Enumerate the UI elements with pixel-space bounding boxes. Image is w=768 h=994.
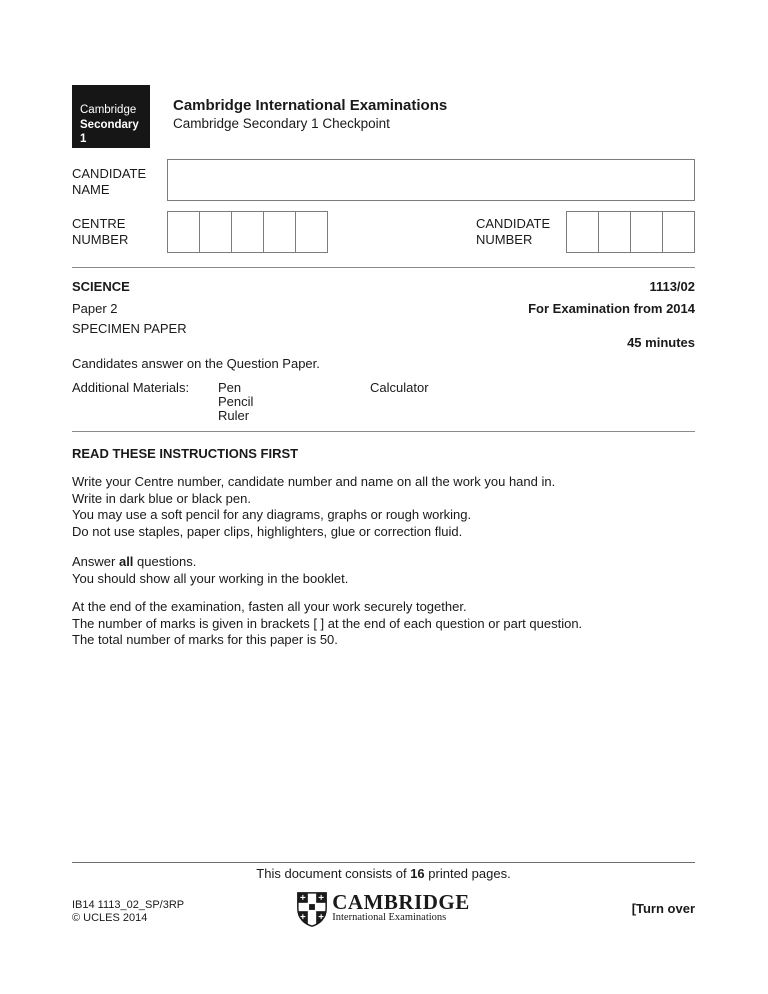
centre-number-cells bbox=[167, 211, 328, 253]
instructions-paragraph-1 bbox=[72, 474, 695, 540]
turn-over-label: [Turn over bbox=[631, 901, 696, 916]
subject-title: SCIENCE bbox=[72, 279, 130, 294]
logo-line-3: Checkpoint bbox=[80, 147, 143, 160]
instruction-line: Write in dark blue or black pen. bbox=[72, 490, 251, 506]
instructions-heading: READ THESE INSTRUCTIONS FIRST bbox=[72, 446, 299, 461]
cambridge-shield-icon bbox=[297, 892, 327, 927]
cambridge-brand bbox=[297, 892, 470, 927]
org-subtitle: Cambridge Secondary 1 Checkpoint bbox=[173, 116, 390, 131]
candidate-name-input-box[interactable] bbox=[167, 159, 695, 201]
paper-meta bbox=[72, 280, 695, 423]
candidate-number-cells bbox=[566, 211, 695, 253]
materials-column-2 bbox=[370, 381, 429, 423]
header bbox=[72, 85, 695, 160]
centre-number-cell[interactable] bbox=[199, 211, 232, 253]
candidate-number-label: CANDIDATE NUMBER bbox=[476, 216, 551, 247]
logo-line-1: Cambridge bbox=[80, 104, 137, 116]
centre-number-cell[interactable] bbox=[263, 211, 296, 253]
material-item: Ruler bbox=[218, 408, 250, 423]
candidate-name-label: CANDIDATE NAME bbox=[72, 166, 147, 197]
material-item: Pencil bbox=[218, 394, 254, 409]
instruction-line: The number of marks is given in brackets [ ] at the end of each question or part question. bbox=[72, 615, 583, 631]
candidate-name-row bbox=[72, 159, 695, 201]
instructions-paragraph-2 bbox=[72, 554, 695, 587]
page-count: 16 bbox=[410, 866, 425, 881]
materials-column-1 bbox=[218, 381, 370, 423]
footer bbox=[72, 862, 695, 927]
copyright-line: © UCLES 2014 bbox=[72, 911, 148, 924]
instructions-section bbox=[72, 447, 695, 649]
divider-top bbox=[72, 267, 695, 268]
additional-materials bbox=[72, 381, 695, 423]
logo-line-2: Secondary 1 bbox=[80, 118, 139, 145]
paper-number: Paper 2 bbox=[72, 301, 118, 316]
candidate-number-cell[interactable] bbox=[566, 211, 599, 253]
duration-label: 45 minutes bbox=[627, 335, 695, 350]
instruction-line: Write your Centre number, candidate number and name on all the work you hand in. bbox=[72, 474, 556, 489]
divider-instructions bbox=[72, 431, 695, 432]
candidate-number-cell[interactable] bbox=[662, 211, 695, 253]
instruction-line: You should show all your working in the booklet. bbox=[72, 570, 349, 586]
instruction-line: You may use a soft pencil for any diagrams, graphs or rough working. bbox=[72, 507, 472, 522]
exam-year: For Examination from 2014 bbox=[528, 301, 695, 316]
spacer bbox=[328, 211, 476, 253]
instruction-line: At the end of the examination, fasten all your work securely together. bbox=[72, 599, 467, 614]
bold-word-all: all bbox=[118, 554, 134, 569]
brand-subtitle: International Examinations bbox=[332, 912, 447, 923]
footer-codes bbox=[72, 892, 297, 924]
reference-code: IB14 1113_02_SP/3RP bbox=[72, 899, 185, 911]
centre-number-label: CENTRE NUMBER bbox=[72, 216, 129, 247]
paper-code: 1113/02 bbox=[649, 279, 695, 294]
instructions-paragraph-3 bbox=[72, 599, 695, 649]
header-titles bbox=[173, 85, 447, 132]
checkpoint-logo bbox=[72, 85, 150, 160]
numbers-row bbox=[72, 211, 695, 253]
answer-note: Candidates answer on the Question Paper. bbox=[72, 356, 320, 371]
centre-number-cell[interactable] bbox=[295, 211, 328, 253]
instruction-line: The total number of marks for this paper is 50. bbox=[72, 632, 338, 647]
brand-name: CAMBRIDGE bbox=[332, 890, 470, 914]
org-title: Cambridge International Examinations bbox=[173, 97, 448, 114]
instruction-line: Do not use staples, paper clips, highlighters, glue or correction fluid. bbox=[72, 523, 463, 539]
instruction-line: Answer all questions. bbox=[72, 554, 197, 569]
specimen-label: SPECIMEN PAPER bbox=[72, 321, 187, 336]
material-item: Calculator bbox=[370, 380, 429, 395]
centre-number-cell[interactable] bbox=[231, 211, 264, 253]
divider-footer bbox=[72, 862, 695, 863]
centre-number-cell[interactable] bbox=[167, 211, 200, 253]
candidate-number-cell[interactable] bbox=[630, 211, 663, 253]
candidate-number-cell[interactable] bbox=[598, 211, 631, 253]
material-item: Pen bbox=[218, 380, 242, 395]
materials-label: Additional Materials: bbox=[72, 380, 190, 395]
footer-row bbox=[72, 892, 695, 927]
pages-note: This document consists of 16 printed pages. bbox=[256, 866, 511, 881]
brand-text bbox=[332, 892, 470, 924]
